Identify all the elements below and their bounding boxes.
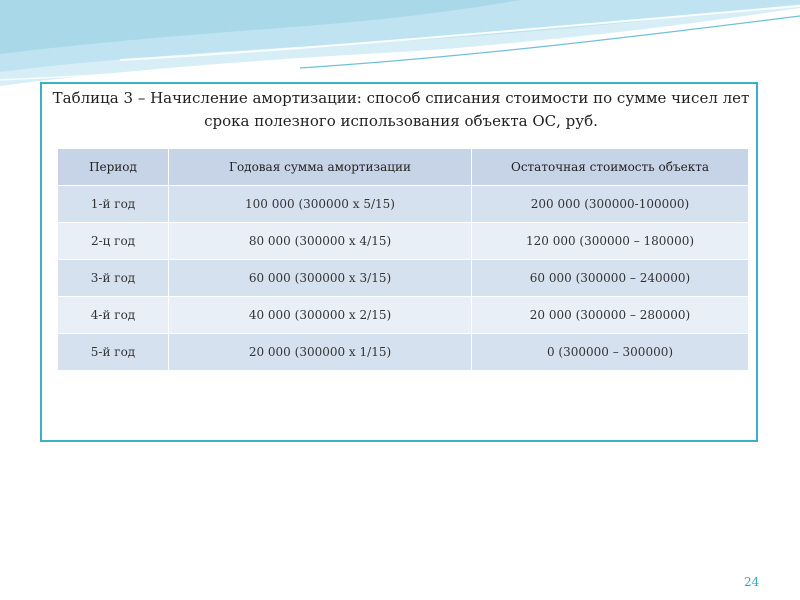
table-row — [58, 186, 749, 223]
cell-residual-value: 120 000 (300000 – 180000) — [472, 223, 749, 260]
caption-line-1: Таблица 3 – Начисление амортизации: способ списания стоимости по сумме чисел лет — [52, 89, 750, 107]
caption-line-2: срока полезного использования объекта ОС, руб. — [204, 112, 598, 130]
table-row — [58, 297, 749, 334]
header-period: Период — [58, 149, 169, 186]
header-residual-value: Остаточная стоимость объекта — [472, 149, 749, 186]
table-caption — [42, 87, 760, 133]
cell-period: 3-й год — [58, 260, 169, 297]
header-wave-decoration — [0, 0, 800, 90]
cell-annual-amount: 20 000 (300000 х 1/15) — [169, 334, 472, 371]
cell-annual-amount: 80 000 (300000 х 4/15) — [169, 223, 472, 260]
depreciation-table — [57, 148, 749, 371]
slide-number: 24 — [744, 575, 760, 589]
header-annual-amount: Годовая сумма амортизации — [169, 149, 472, 186]
table-row — [58, 260, 749, 297]
cell-period: 4-й год — [58, 297, 169, 334]
table-row — [58, 223, 749, 260]
cell-residual-value: 20 000 (300000 – 280000) — [472, 297, 749, 334]
content-frame — [40, 82, 758, 442]
cell-annual-amount: 100 000 (300000 х 5/15) — [169, 186, 472, 223]
cell-period: 2-ц год — [58, 223, 169, 260]
cell-period: 5-й год — [58, 334, 169, 371]
cell-annual-amount: 60 000 (300000 х 3/15) — [169, 260, 472, 297]
cell-residual-value: 60 000 (300000 – 240000) — [472, 260, 749, 297]
table-row — [58, 334, 749, 371]
table-header-row — [58, 149, 749, 186]
cell-period: 1-й год — [58, 186, 169, 223]
cell-annual-amount: 40 000 (300000 х 2/15) — [169, 297, 472, 334]
cell-residual-value: 200 000 (300000-100000) — [472, 186, 749, 223]
cell-residual-value: 0 (300000 – 300000) — [472, 334, 749, 371]
